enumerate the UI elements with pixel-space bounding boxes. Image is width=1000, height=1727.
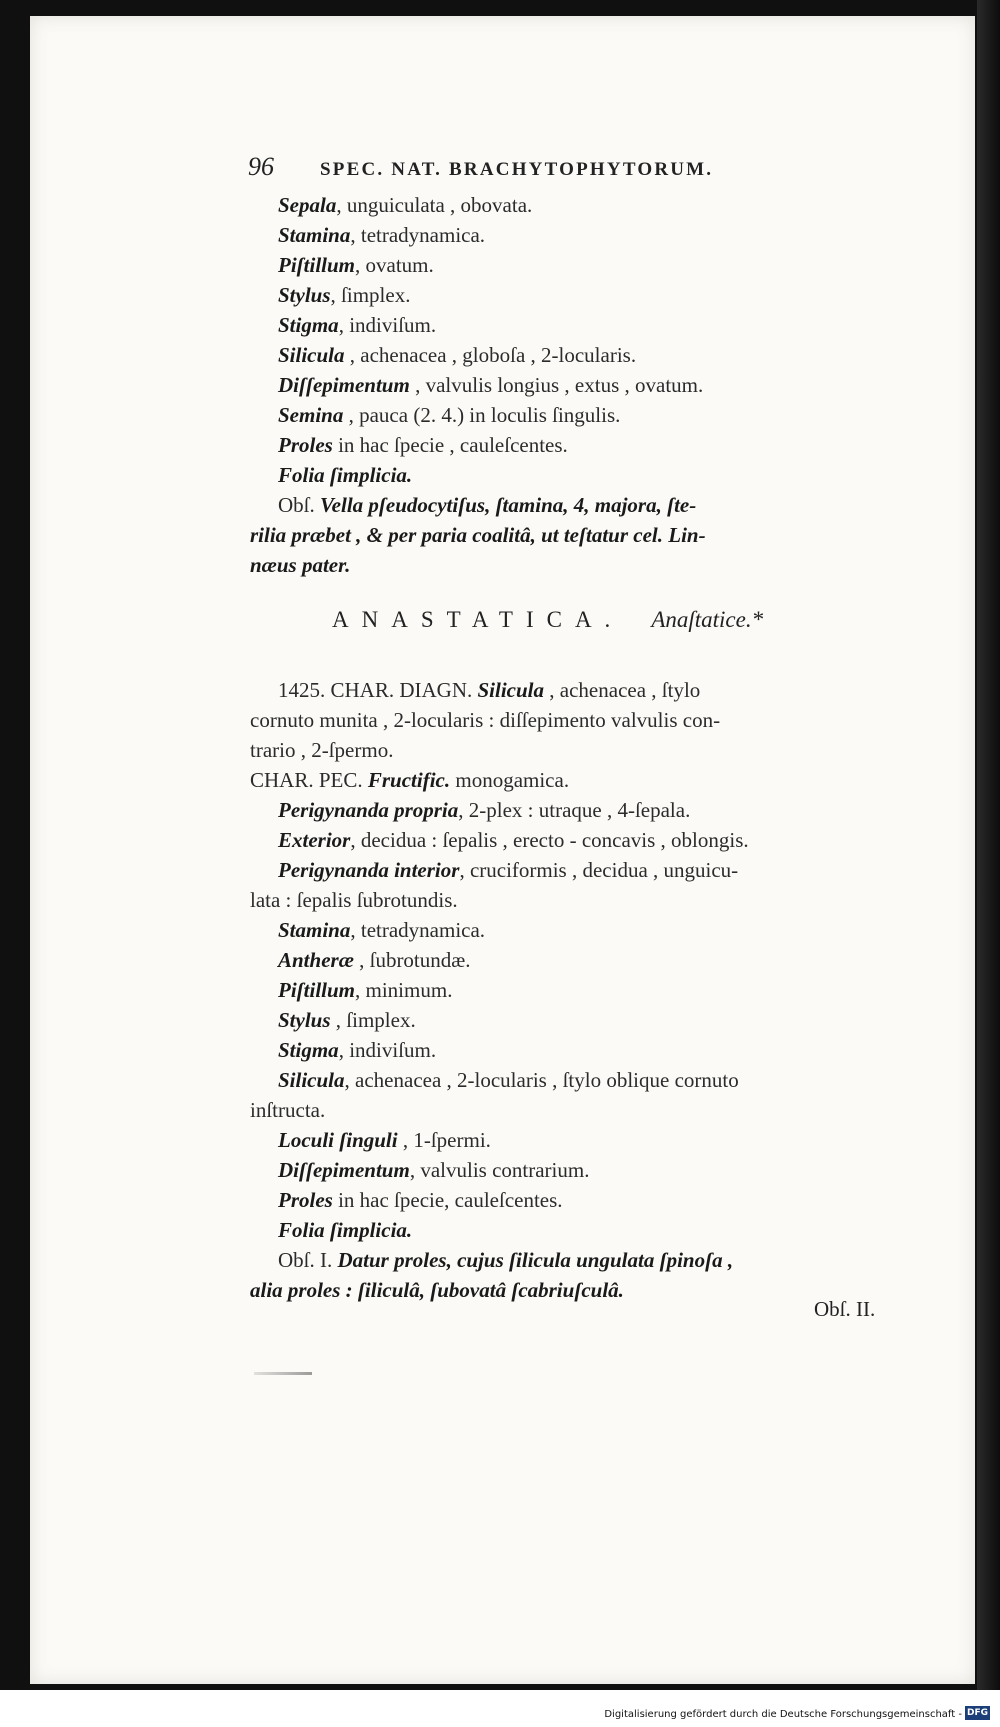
description: , 1-ſpermi. (397, 1128, 491, 1152)
ink-smudge (254, 1372, 312, 1375)
text-line (278, 1065, 918, 1095)
description: , ovatum. (355, 253, 434, 277)
term: Piſtillum (278, 978, 356, 1002)
text-line (278, 795, 918, 825)
text-line (250, 1095, 890, 1125)
description: , ſimplex. (330, 283, 411, 307)
description: , unguiculata , obovata. (336, 193, 533, 217)
description: monogamica. (450, 768, 570, 792)
text-line (278, 1005, 918, 1035)
diagnosis-line (250, 765, 890, 795)
term: Silicula (477, 678, 545, 702)
description: , pauca (2. 4.) in loculis ſingulis. (343, 403, 621, 427)
term: Perigynanda propria (278, 798, 459, 822)
term: Antheræ (278, 948, 354, 972)
term: Exterior (278, 828, 351, 852)
observation-line (250, 1275, 890, 1305)
description: , indiviſum. (338, 313, 437, 337)
obs-label: Obſ. (278, 493, 320, 517)
term: Stylus (278, 283, 331, 307)
term: Folia ſimplicia. (278, 463, 413, 487)
description: , tetradynamica. (350, 918, 486, 942)
term: Stamina (278, 223, 351, 247)
term: Silicula (278, 1068, 345, 1092)
term: Sepala (278, 193, 337, 217)
term: Stamina (278, 918, 351, 942)
running-title: SPEC. NAT. BRACHYTOPHYTORUM. (320, 159, 714, 180)
diagnosis-line (250, 705, 890, 735)
term: Proles (278, 433, 333, 457)
diagnosis-label: 1425. CHAR. DIAGN. (278, 678, 478, 702)
description: in hac ſpecie, cauleſcentes. (332, 1188, 563, 1212)
text-line (278, 190, 918, 220)
obs-text: rilia præbet , & per paria coalitâ, ut teſtatur cel. Lin- (250, 523, 706, 547)
term: Fructific. (367, 768, 451, 792)
text-line (278, 825, 918, 855)
description: , cruciformis , decidua , unguicu- (459, 858, 739, 882)
text-line (278, 370, 918, 400)
text-line (278, 855, 918, 885)
description: , 2-plex : utraque , 4-ſepala. (458, 798, 691, 822)
char-pec-label: CHAR. PEC. (250, 768, 368, 792)
obs-text: Datur proles, cujus ſilicula ungulata ſpinoſa , (337, 1248, 734, 1272)
description: in hac ſpecie , cauleſcentes. (332, 433, 568, 457)
text-line (278, 945, 918, 975)
term: Perigynanda interior (278, 858, 460, 882)
text-line (278, 460, 918, 490)
obs-text: Vella pſeudocytiſus, ſtamina, 4, majora, ſte- (320, 493, 697, 517)
page-number: 96 (248, 152, 274, 181)
description: , valvulis contrarium. (409, 1158, 590, 1182)
description: lata : ſepalis ſubrotundis. (250, 888, 458, 912)
text-line (278, 1215, 918, 1245)
description: , tetradynamica. (350, 223, 486, 247)
text-line (278, 1125, 918, 1155)
term: Diſſepimentum (278, 1158, 410, 1182)
obs-text: alia proles : ſiliculâ, ſubovatâ ſcabriuſculâ. (250, 1278, 624, 1302)
text-line (278, 430, 918, 460)
dfg-logo-icon: DFG (966, 1708, 988, 1718)
section-heading (332, 607, 763, 633)
description: , achenacea , globoſa , 2-locularis. (344, 343, 637, 367)
funding-credit: Digitalisierung gefördert durch die Deutsche Forschungsgemeinschaft - (604, 1709, 962, 1720)
text-line (278, 915, 918, 945)
term: Folia ſimplicia. (278, 1218, 413, 1242)
term: Semina (278, 403, 344, 427)
text-line (278, 280, 918, 310)
term: Piſtillum (278, 253, 356, 277)
term: Stigma (278, 1038, 339, 1062)
text-line (278, 310, 918, 340)
term: Diſſepimentum (278, 373, 410, 397)
text-line (278, 340, 918, 370)
text-line (278, 250, 918, 280)
term: Proles (278, 1188, 333, 1212)
description: trario , 2-ſpermo. (250, 738, 394, 762)
description: inſtructa. (250, 1098, 326, 1122)
text-line (278, 1035, 918, 1065)
diagnosis-line (278, 675, 918, 705)
text-line (278, 400, 918, 430)
text-line (278, 1185, 918, 1215)
observation-line (278, 1245, 918, 1275)
running-header (248, 152, 713, 182)
term: Stigma (278, 313, 339, 337)
description: , ſubrotundæ. (353, 948, 471, 972)
description: , achenacea , ſtylo (544, 678, 701, 702)
term: Stylus (278, 1008, 331, 1032)
text-line (250, 885, 890, 915)
description: cornuto munita , 2-locularis : diſſepimento valvulis con- (250, 708, 721, 732)
diagnosis-line (250, 735, 890, 765)
term: Silicula (278, 343, 345, 367)
description: , minimum. (355, 978, 453, 1002)
observation-line (250, 520, 890, 550)
description: , indiviſum. (338, 1038, 437, 1062)
obs-text: næus pater. (250, 553, 351, 577)
text-line (278, 1155, 918, 1185)
catchword: Obſ. II. (814, 1297, 876, 1321)
description: , ſimplex. (330, 1008, 416, 1032)
description: , valvulis longius , extus , ovatum. (409, 373, 704, 397)
description: , decidua : ſepalis , erecto - concavis , oblongis. (350, 828, 749, 852)
text-line (278, 975, 918, 1005)
vernacular-name: Anaſtatice.* (651, 607, 764, 632)
description: , achenacea , 2-locularis , ſtylo oblique cornuto (344, 1068, 739, 1092)
observation-line (250, 550, 890, 580)
obs-label: Obſ. I. (278, 1248, 338, 1272)
text-line (278, 220, 918, 250)
term: Loculi ſinguli (278, 1128, 398, 1152)
genus-name: ANASTATICA. (332, 607, 624, 632)
observation-line (278, 490, 918, 520)
